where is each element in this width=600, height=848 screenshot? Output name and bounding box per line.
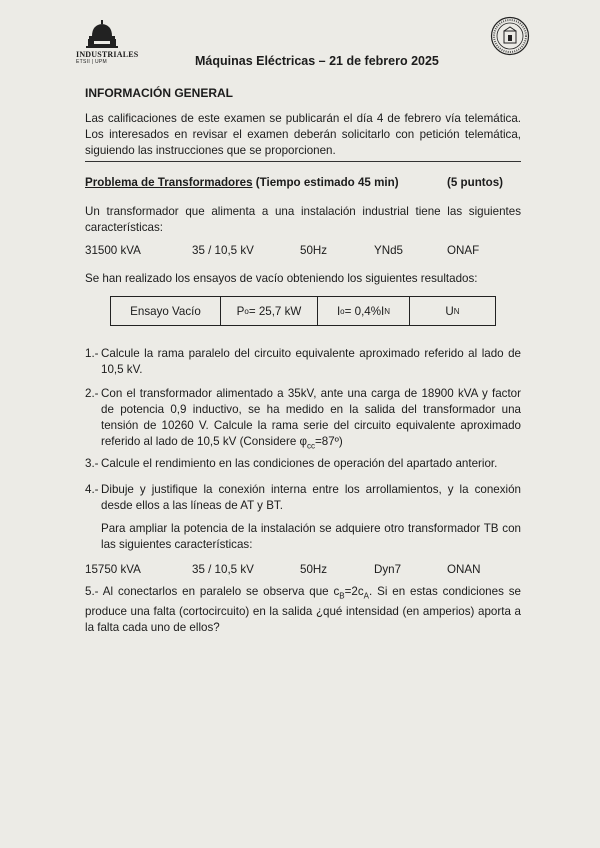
question-3-number: 3.- [85, 457, 99, 470]
i0-sub: o [340, 306, 345, 316]
spec-cooling: ONAF [447, 244, 480, 257]
spec2-voltage: 35 / 10,5 kV [192, 563, 254, 576]
question-5-sub2: A [363, 591, 369, 601]
un-cell [410, 297, 495, 325]
question-3 [85, 456, 521, 472]
un-symbol: U [445, 304, 454, 318]
general-heading: INFORMACIÓN GENERAL [85, 86, 233, 100]
question-1-number: 1.- [85, 347, 99, 360]
question-1 [85, 346, 521, 378]
problem-time: (Tiempo estimado 45 min) [255, 176, 399, 189]
table-label-cell [111, 297, 221, 325]
question-5-sub1: B [339, 591, 345, 601]
logo-name: INDUSTRIALES [76, 50, 139, 59]
vacio-table [110, 296, 496, 326]
spec-frequency: 50Hz [300, 244, 328, 257]
expansion-text [85, 521, 521, 553]
spec-voltage: 35 / 10,5 kV [192, 244, 254, 257]
seal-emblem [490, 16, 530, 61]
question-4-number: 4.- [85, 483, 99, 496]
question-3-text: Calcule el rendimiento en las condiciones de operación del apartado anterior. [101, 457, 498, 470]
p0-value: = 25,7 kW [248, 304, 302, 318]
general-text: Las calificaciones de este examen se publicarán el día 4 de febrero vía telemática. Los interesados en revisar el examen deberán solicitarlo con petición telemática, siguiendo las instrucciones que se proporcionen. [85, 112, 521, 157]
question-2-sub: cc [307, 441, 316, 451]
question-2-end: =87º) [315, 435, 343, 448]
spec-power: 31500 kVA [85, 244, 141, 257]
question-4 [85, 482, 521, 514]
question-5-number: 5.- [85, 585, 99, 598]
problem-intro: Un transformador que alimenta a una instalación industrial tiene las siguientes características: [85, 205, 521, 234]
i0-value: = 0,4%I [344, 304, 385, 318]
question-2 [85, 386, 521, 454]
exam-title: Máquinas Eléctricas – 21 de febrero 2025 [195, 54, 439, 68]
problem-points: (5 puntos) [447, 176, 504, 189]
table-label: Ensayo Vacío [130, 304, 201, 318]
p0-cell [221, 297, 318, 325]
question-5-c: . Si en estas condiciones se produce una falta (cortocircuito) en la salida ¿qué intensidad (en amperios) aporta a la falta cada uno de ellos? [85, 585, 521, 635]
problem-title-label: Problema de Transformadores [85, 176, 253, 189]
p0-symbol: P [236, 304, 245, 318]
spec2-cooling: ONAN [447, 563, 481, 576]
university-logo [76, 20, 146, 65]
expansion-body: Para ampliar la potencia de la instalación se adquiere otro transformador TB con las siguientes características: [101, 522, 521, 551]
spec2-frequency: 50Hz [300, 563, 328, 576]
i0-symbol: I [336, 304, 341, 318]
un-sub: N [453, 306, 460, 316]
question-1-text [85, 346, 521, 378]
question-5 [85, 584, 521, 636]
spec2-connection: Dyn7 [374, 563, 402, 576]
question-5-b: =2c [344, 585, 364, 598]
question-2-text [85, 386, 521, 454]
problem-title [85, 176, 399, 189]
spec-connection: YNd5 [374, 244, 404, 257]
question-5-a: Al conectarlos en paralelo se observa que c [102, 585, 340, 598]
question-2-body: Con el transformador alimentado a 35kV, ante una carga de 18900 kVA y factor de potencia 0,9 inductivo, se ha medido en la salida del transformador una tensión de 10260 V. Calcule la rama serie del circuito equivalente aproximado referido al lado de 10,5 kV (Considere φ [101, 387, 521, 448]
question-4-text: Dibuje y justifique la conexión interna entre los arrollamientos, y la conexión desde ellos a las líneas de AT y BT. [101, 483, 521, 512]
i0-unit-sub: N [384, 306, 391, 316]
spec2-power: 15750 kVA [85, 563, 141, 576]
i0-cell [318, 297, 410, 325]
dome-icon [84, 20, 120, 50]
logo-sub: ETSII | UPM [76, 59, 107, 65]
question-1-body: Calcule la rama paralelo del circuito equivalente aproximado referido al lado de 10,5 kV. [101, 347, 521, 376]
divider [85, 161, 521, 162]
seal-icon [490, 16, 530, 56]
vacio-text: Se han realizado los ensayos de vacío obteniendo los siguientes resultados: [85, 272, 478, 285]
question-2-number: 2.- [85, 387, 99, 400]
p0-sub: o [244, 306, 249, 316]
